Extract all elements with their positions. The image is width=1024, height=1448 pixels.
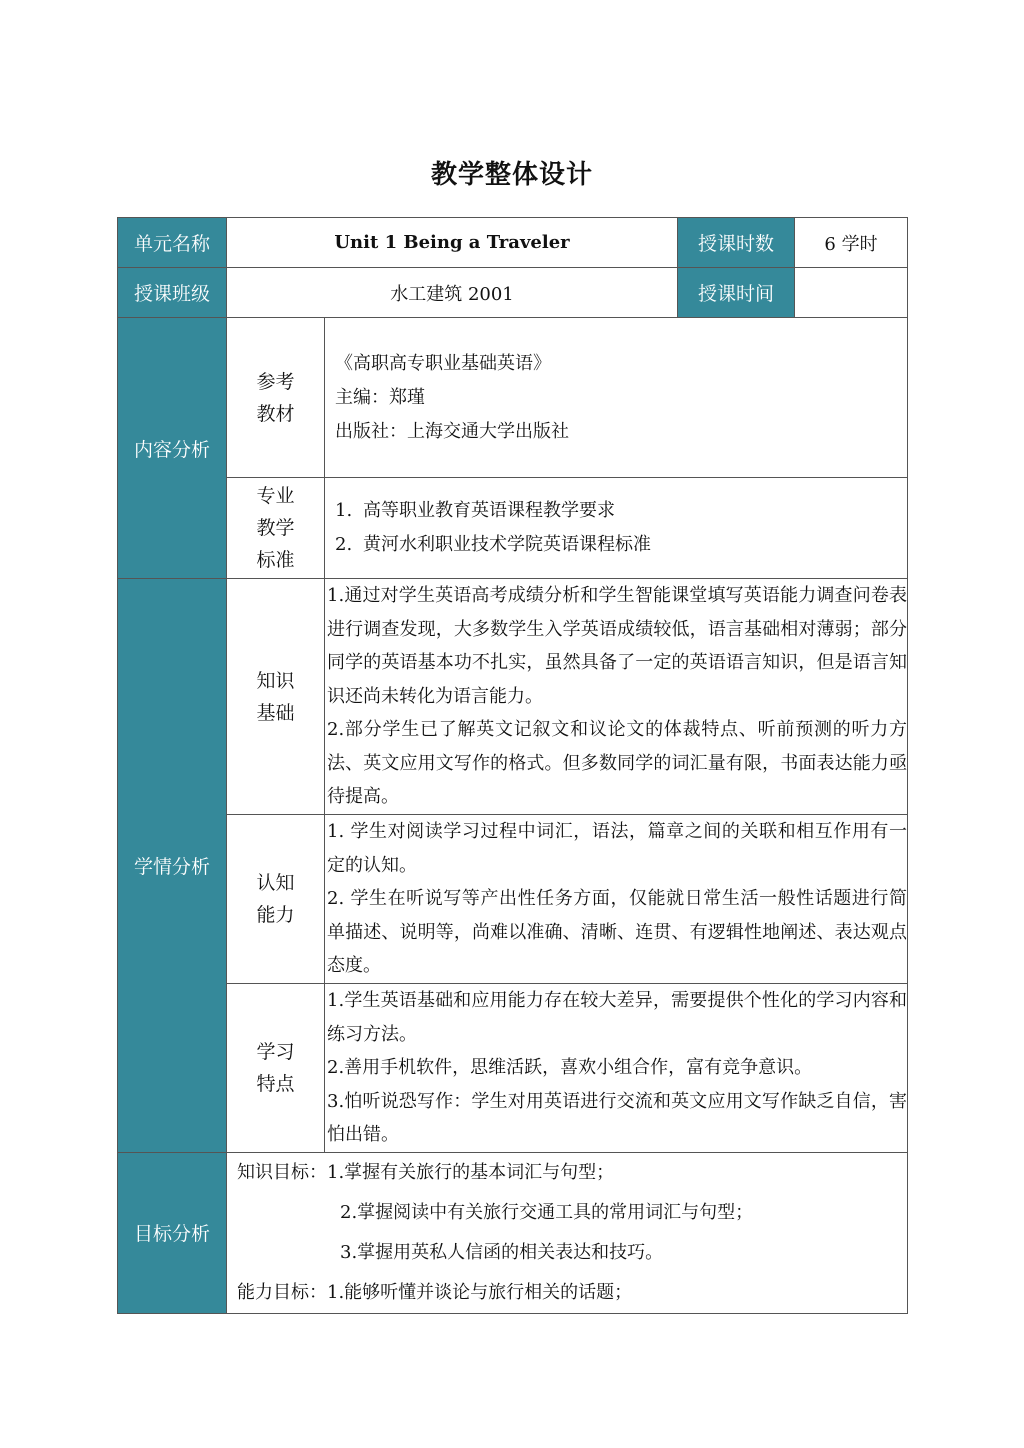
textbook-editor: 主编：郑瑾 — [335, 386, 425, 408]
hours-label: 授课时数 — [678, 218, 795, 268]
list-item: 能力目标：1.能够听懂并谈论与旅行相关的话题； — [237, 1281, 633, 1303]
row-features — [118, 984, 908, 1153]
row-unit — [118, 218, 908, 268]
list-item: 2.掌握阅读中有关旅行交通工具的常用词汇与句型； — [340, 1201, 754, 1223]
teaching-design-table — [117, 217, 908, 1314]
list-item: 3.掌握用英私人信函的相关表达和技巧。 — [340, 1241, 664, 1263]
row-knowledge — [118, 579, 908, 815]
textbook-publisher: 出版社：上海交通大学出版社 — [335, 420, 569, 442]
standard-label: 专业 教学 标准 — [227, 478, 325, 579]
time-value — [795, 268, 908, 318]
time-label: 授课时间 — [678, 268, 795, 318]
cognitive-label: 认知 能力 — [227, 815, 325, 984]
class-label: 授课班级 — [118, 268, 227, 318]
list-item: 1. 高等职业教育英语课程教学要求 — [335, 500, 615, 521]
list-item: 2. 黄河水利职业技术学院英语课程标准 — [335, 534, 651, 555]
unit-name-label: 单元名称 — [118, 218, 227, 268]
unit-name-value: Unit 1 Being a Traveler — [227, 218, 678, 268]
row-goals — [118, 1152, 908, 1313]
knowledge-label: 知识 基础 — [227, 579, 325, 815]
textbook-label: 参考 教材 — [227, 318, 325, 478]
content-analysis-label: 内容分析 — [118, 318, 227, 579]
page-title: 教学整体设计 — [430, 160, 593, 190]
knowledge-text: 1.通过对学生英语高考成绩分析和学生智能课堂填写英语能力调查问卷表进行调查发现，大多数学生入学英语成绩较低，语言基础相对薄弱；部分同学的英语基本功不扎实，虽然具备了一定的英语语言知识，但是语言知识还尚未转化为语言能力。 2.部分学生已了解英文记叙文和议论文的体裁特点、听前预测的听力方法、英文应用文写作的格式。但多数同学的词汇量有限，书面表达能力亟待提高。 — [325, 579, 908, 815]
goals-text — [227, 1152, 908, 1313]
textbook-info — [325, 318, 908, 478]
hours-value: 6 学时 — [795, 218, 908, 268]
learner-analysis-label: 学情分析 — [118, 579, 227, 1153]
features-text: 1.学生英语基础和应用能力存在较大差异，需要提供个性化的学习内容和练习方法。 2.善用手机软件，思维活跃，喜欢小组合作，富有竞争意识。 3.怕听说恐写作：学生对用英语进行交流和英文应用文写作缺乏自信，害怕出错。 — [325, 984, 908, 1153]
list-item: 知识目标：1.掌握有关旅行的基本词汇与句型； — [237, 1161, 615, 1183]
row-standard — [118, 478, 908, 579]
textbook-title: 《高职高专职业基础英语》 — [335, 352, 551, 374]
goal-analysis-label: 目标分析 — [118, 1152, 227, 1313]
standard-list — [325, 478, 908, 579]
class-value: 水工建筑 2001 — [227, 268, 678, 318]
row-class — [118, 268, 908, 318]
features-label: 学习 特点 — [227, 984, 325, 1153]
cognitive-text: 1. 学生对阅读学习过程中词汇，语法，篇章之间的关联和相互作用有一定的认知。 2. 学生在听说写等产出性任务方面，仅能就日常生活一般性话题进行简单描述、说明等，尚难以准确、清晰、连贯、有逻辑性地阐述、表达观点态度。 — [325, 815, 908, 984]
row-textbook — [118, 318, 908, 478]
row-cognitive — [118, 815, 908, 984]
